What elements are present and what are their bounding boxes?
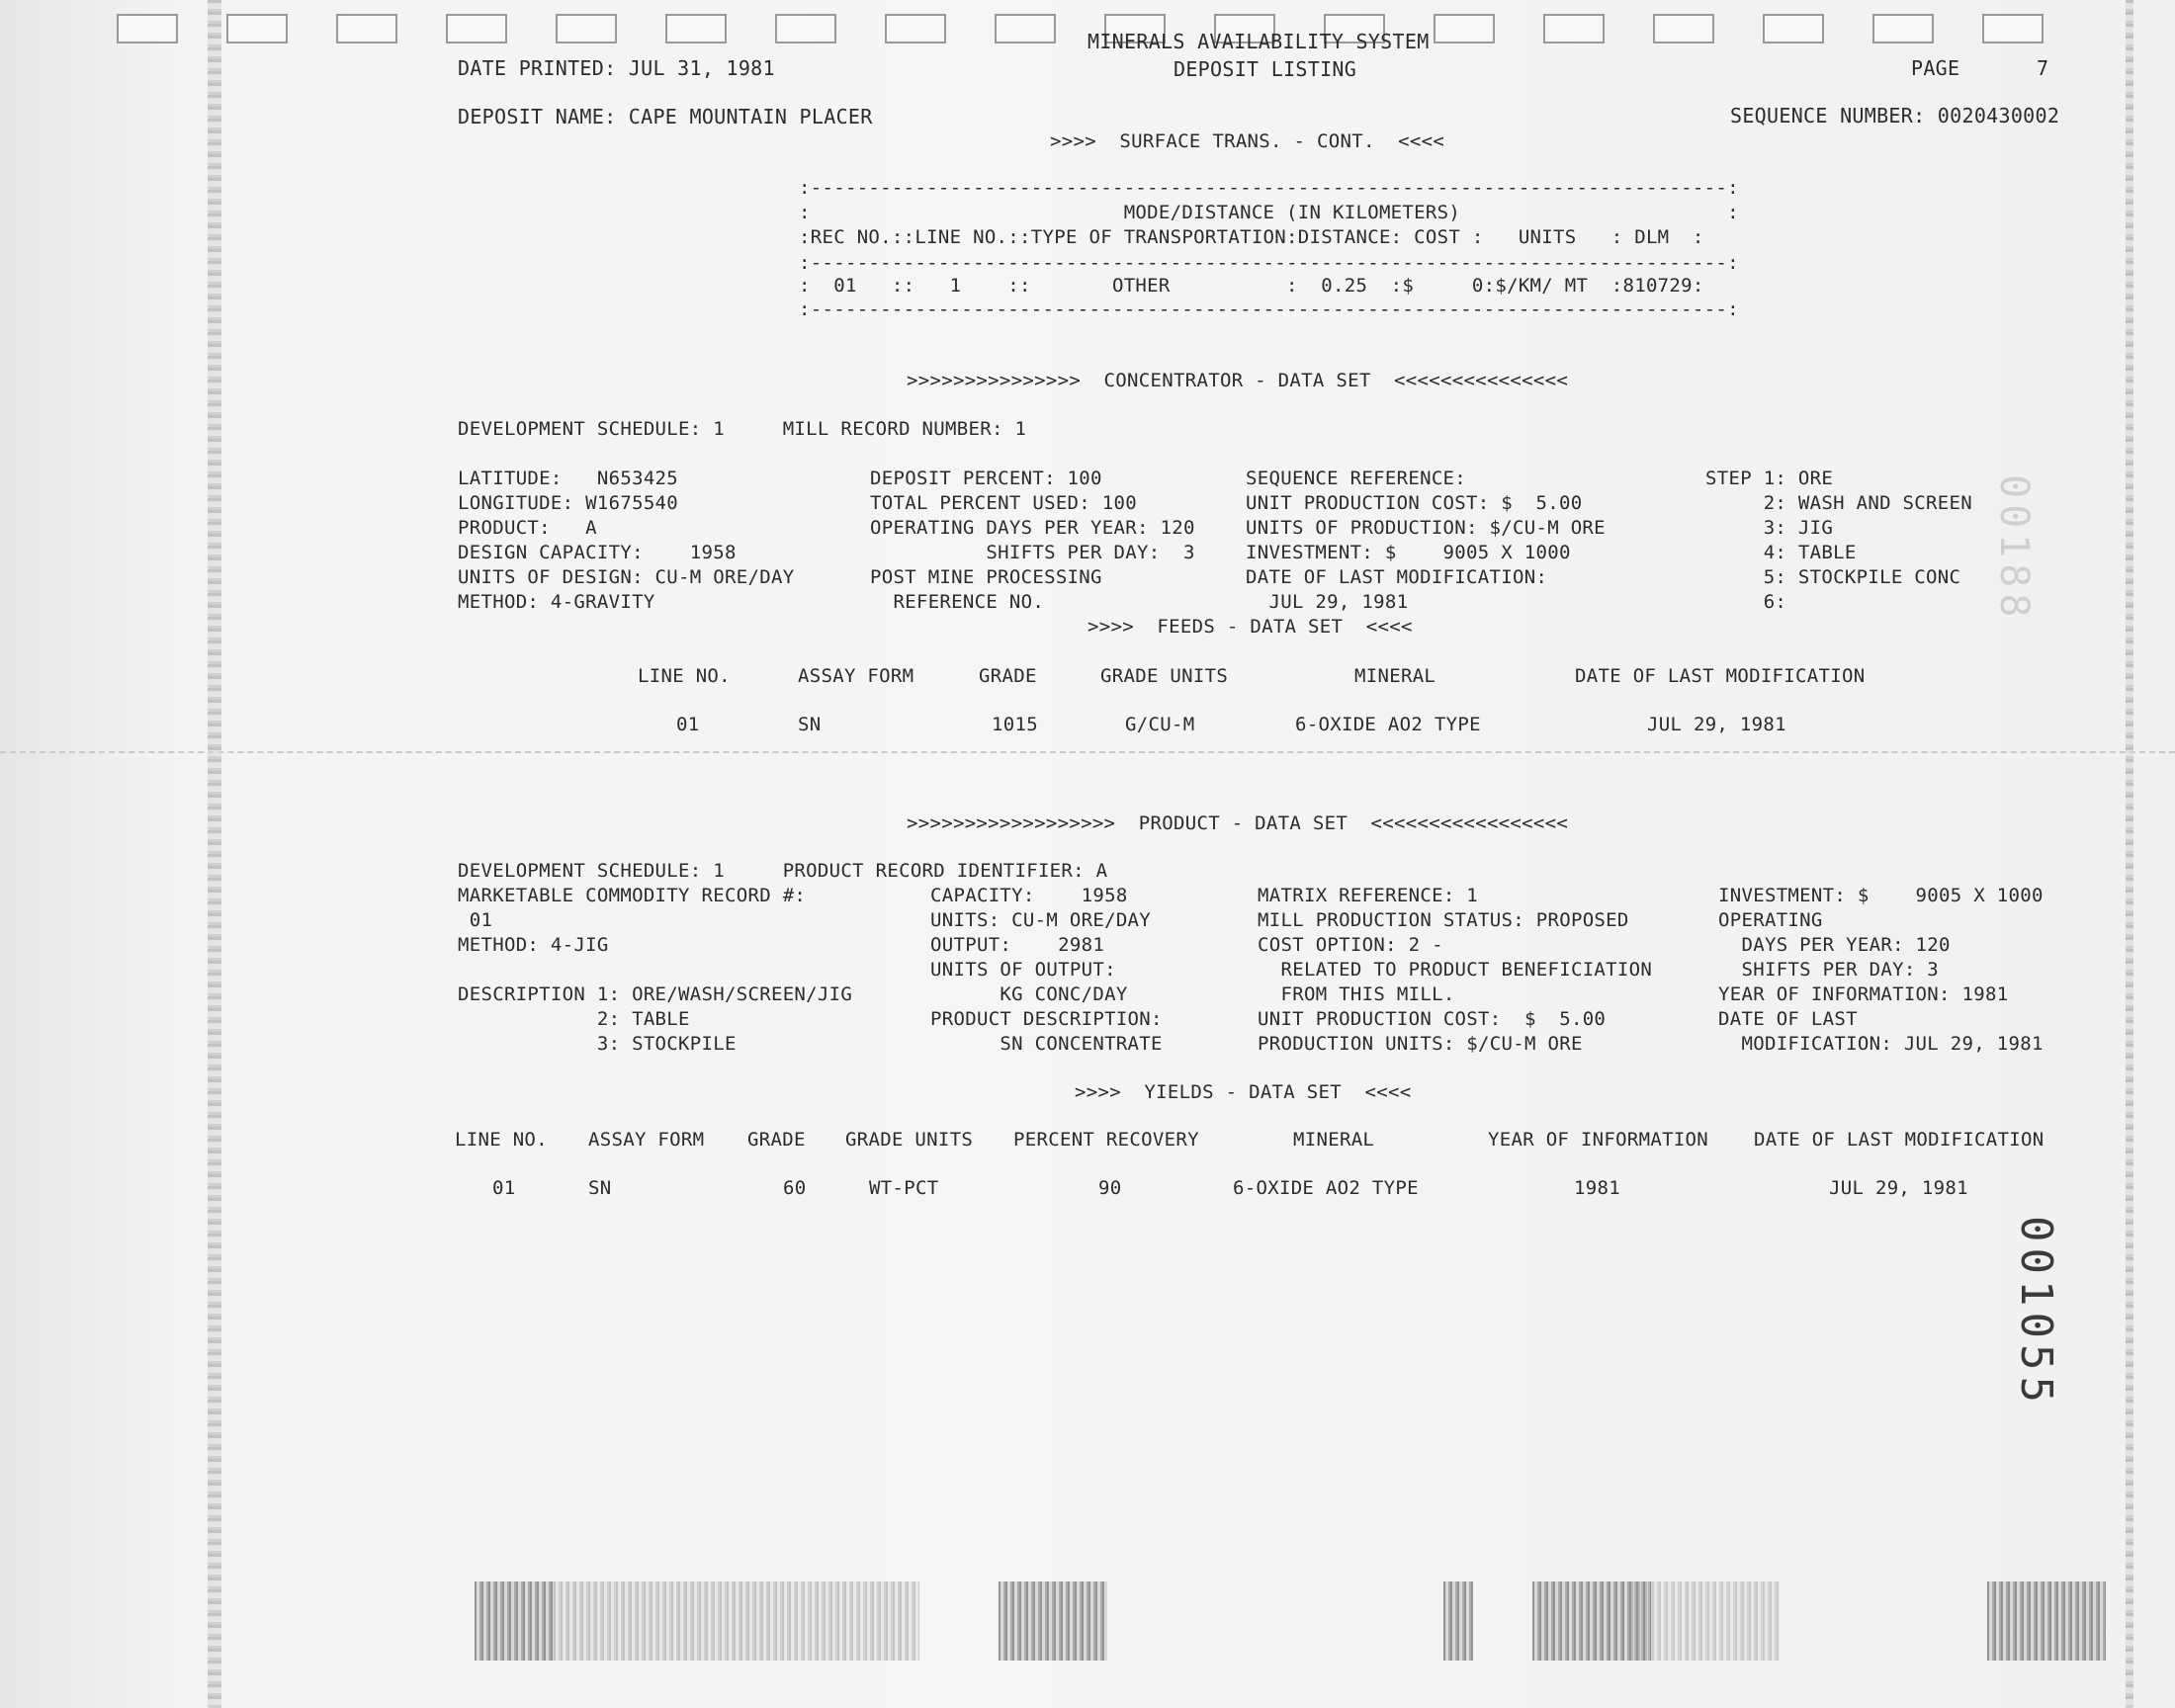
scan-artifact (1631, 1581, 1780, 1661)
process-step: 4: TABLE (1705, 542, 1857, 563)
product-field: RELATED TO PRODUCT BENEFICIATION (1258, 959, 1653, 981)
feeds-header: ASSAY FORM (798, 665, 914, 687)
product-field: DATE OF LAST (1718, 1008, 1858, 1030)
concentrator-field: METHOD: 4-GRAVITY (458, 591, 655, 613)
page-label: PAGE (1911, 56, 1960, 80)
scan-streak (208, 0, 221, 1708)
product-field: COST OPTION: 2 - (1258, 934, 1443, 956)
yields-header: PERCENT RECOVERY (1013, 1129, 1199, 1151)
concentrator-field: INVESTMENT: $ 9005 X 1000 (1246, 542, 1571, 563)
yields-header: MINERAL (1293, 1129, 1375, 1151)
concentrator-field: SEQUENCE REFERENCE: (1246, 468, 1467, 489)
product-field: MILL PRODUCTION STATUS: PROPOSED (1258, 909, 1629, 931)
product-field: SHIFTS PER DAY: 3 (1718, 959, 1940, 981)
yields-cell: 6-OXIDE AO2 TYPE (1233, 1177, 1419, 1199)
scan-streak (2126, 0, 2133, 1708)
surface-trans-column-headers: :REC NO.::LINE NO.::TYPE OF TRANSPORTATION:DISTANCE: COST : UNITS : DLM : (799, 226, 1704, 248)
feed-hole (995, 14, 1056, 43)
feed-hole (1653, 14, 1714, 43)
process-step: STEP 1: ORE (1705, 468, 1834, 489)
concentrator-field: LATITUDE: N653425 (458, 468, 679, 489)
product-field: DESCRIPTION 1: ORE/WASH/SCREEN/JIG (458, 983, 853, 1005)
product-field: UNITS: CU-M ORE/DAY (930, 909, 1152, 931)
product-field: SN CONCENTRATE (930, 1033, 1163, 1055)
feed-hole (1872, 14, 1934, 43)
product-field: OUTPUT: 2981 (930, 934, 1105, 956)
concentrator-field: UNIT PRODUCTION COST: $ 5.00 (1246, 492, 1583, 514)
yields-cell: 1981 (1574, 1177, 1620, 1199)
concentrator-field: LONGITUDE: W1675540 (458, 492, 679, 514)
yields-header: YEAR OF INFORMATION (1488, 1129, 1709, 1151)
date-printed: DATE PRINTED: JUL 31, 1981 (458, 56, 775, 80)
yields-cell: 60 (783, 1177, 807, 1199)
yields-cell: 90 (1098, 1177, 1122, 1199)
feeds-header: LINE NO. (638, 665, 731, 687)
feed-hole (556, 14, 617, 43)
feed-hole (1763, 14, 1824, 43)
surface-trans-header: : MODE/DISTANCE (IN KILOMETERS) : (799, 202, 1739, 223)
product-field: 3: STOCKPILE (458, 1033, 737, 1055)
feeds-cell: JUL 29, 1981 (1647, 714, 1786, 735)
feed-hole (1434, 14, 1495, 43)
product-field: PRODUCTION UNITS: $/CU-M ORE (1258, 1033, 1583, 1055)
product-title: >>>>>>>>>>>>>>>>>> PRODUCT - DATA SET <<<<<<<<<<<<<<<<< (907, 812, 1569, 834)
yields-cell: SN (588, 1177, 612, 1199)
feeds-header: MINERAL (1354, 665, 1436, 687)
product-field: MARKETABLE COMMODITY RECORD #: (458, 885, 807, 906)
concentrator-field: SHIFTS PER DAY: 3 (870, 542, 1195, 563)
product-field: UNIT PRODUCTION COST: $ 5.00 (1258, 1008, 1607, 1030)
product-field: METHOD: 4-JIG (458, 934, 609, 956)
process-step: 5: STOCKPILE CONC (1705, 566, 1961, 588)
concentrator-field: DESIGN CAPACITY: 1958 (458, 542, 737, 563)
feeds-cell: SN (798, 714, 822, 735)
product-field: YEAR OF INFORMATION: 1981 (1718, 983, 2009, 1005)
yields-cell: JUL 29, 1981 (1829, 1177, 1968, 1199)
faint-side-number: 00188 (1991, 474, 2037, 624)
product-field: 2: TABLE (458, 1008, 690, 1030)
yields-title: >>>> YIELDS - DATA SET <<<< (1075, 1081, 1412, 1103)
product-field: UNITS OF OUTPUT: (930, 959, 1116, 981)
feed-hole (665, 14, 727, 43)
sequence-number: SEQUENCE NUMBER: 0020430002 (1730, 104, 2060, 128)
process-step: 6: (1705, 591, 1787, 613)
feeds-cell: 1015 (992, 714, 1038, 735)
table-rule: :-------------------------------------------------------------------------------: (799, 177, 1739, 199)
product-field: KG CONC/DAY (930, 983, 1128, 1005)
feed-hole (775, 14, 836, 43)
feed-hole (1982, 14, 2044, 43)
scan-artifact (554, 1581, 919, 1661)
scan-artifact (475, 1581, 554, 1661)
feed-hole (336, 14, 397, 43)
listing-title: DEPOSIT LISTING (1174, 57, 1357, 81)
yields-header: GRADE UNITS (845, 1129, 974, 1151)
concentrator-field: OPERATING DAYS PER YEAR: 120 (870, 517, 1195, 539)
feeds-cell: 01 (676, 714, 700, 735)
feeds-header: GRADE (979, 665, 1037, 687)
surface-trans-row: : 01 :: 1 :: OTHER : 0.25 :$ 0:$/KM/ MT :810729: (799, 275, 1704, 297)
feeds-header: GRADE UNITS (1100, 665, 1229, 687)
deposit-name: DEPOSIT NAME: CAPE MOUNTAIN PLACER (458, 105, 873, 128)
product-field: CAPACITY: 1958 (930, 885, 1128, 906)
concentrator-field: DEPOSIT PERCENT: 100 (870, 468, 1102, 489)
fold-line (0, 751, 2175, 753)
concentrator-field: REFERENCE NO. (870, 591, 1045, 613)
scan-artifact (999, 1581, 1107, 1661)
system-title: MINERALS AVAILABILITY SYSTEM (1088, 30, 1430, 53)
process-step: 3: JIG (1705, 517, 1834, 539)
process-step: 2: WASH AND SCREEN (1705, 492, 1972, 514)
concentrator-field: POST MINE PROCESSING (870, 566, 1102, 588)
yields-header: DATE OF LAST MODIFICATION (1754, 1129, 2044, 1151)
feeds-title: >>>> FEEDS - DATA SET <<<< (1088, 616, 1413, 638)
side-stamp-number: 001055 (2011, 1216, 2061, 1409)
surface-trans-title: >>>> SURFACE TRANS. - CONT. <<<< (1050, 130, 1445, 152)
concentrator-dev-line: DEVELOPMENT SCHEDULE: 1 MILL RECORD NUMBER: 1 (458, 418, 1027, 440)
product-field: PRODUCT DESCRIPTION: (930, 1008, 1163, 1030)
table-rule: :-------------------------------------------------------------------------------: (799, 299, 1739, 320)
concentrator-field: DATE OF LAST MODIFICATION: (1246, 566, 1548, 588)
product-field: MATRIX REFERENCE: 1 (1258, 885, 1479, 906)
concentrator-title: >>>>>>>>>>>>>>> CONCENTRATOR - DATA SET <<<<<<<<<<<<<<< (907, 370, 1569, 391)
feed-hole (117, 14, 178, 43)
feed-hole (446, 14, 507, 43)
yields-cell: 01 (492, 1177, 516, 1199)
concentrator-field: UNITS OF DESIGN: CU-M ORE/DAY (458, 566, 795, 588)
scan-artifact (1443, 1581, 1473, 1661)
product-field: OPERATING (1718, 909, 1823, 931)
yields-header: ASSAY FORM (588, 1129, 705, 1151)
feeds-header: DATE OF LAST MODIFICATION (1575, 665, 1866, 687)
product-field: MODIFICATION: JUL 29, 1981 (1718, 1033, 2044, 1055)
scan-artifact (1987, 1581, 2106, 1661)
yields-cell: WT-PCT (869, 1177, 939, 1199)
concentrator-field: JUL 29, 1981 (1246, 591, 1409, 613)
concentrator-field: TOTAL PERCENT USED: 100 (870, 492, 1137, 514)
feed-hole (226, 14, 288, 43)
feed-hole (885, 14, 946, 43)
product-field: 01 (458, 909, 493, 931)
yields-header: GRADE (747, 1129, 806, 1151)
feed-hole (1543, 14, 1605, 43)
concentrator-field: UNITS OF PRODUCTION: $/CU-M ORE (1246, 517, 1606, 539)
page-number: 7 (2037, 56, 2049, 80)
product-field: DAYS PER YEAR: 120 (1718, 934, 1951, 956)
product-dev-line: DEVELOPMENT SCHEDULE: 1 PRODUCT RECORD IDENTIFIER: A (458, 860, 1108, 882)
feeds-cell: 6-OXIDE AO2 TYPE (1295, 714, 1481, 735)
yields-header: LINE NO. (455, 1129, 548, 1151)
table-rule: :-------------------------------------------------------------------------------: (799, 252, 1739, 274)
feeds-cell: G/CU-M (1125, 714, 1195, 735)
product-field: FROM THIS MILL. (1258, 983, 1455, 1005)
concentrator-field: PRODUCT: A (458, 517, 597, 539)
product-field: INVESTMENT: $ 9005 X 1000 (1718, 885, 2044, 906)
